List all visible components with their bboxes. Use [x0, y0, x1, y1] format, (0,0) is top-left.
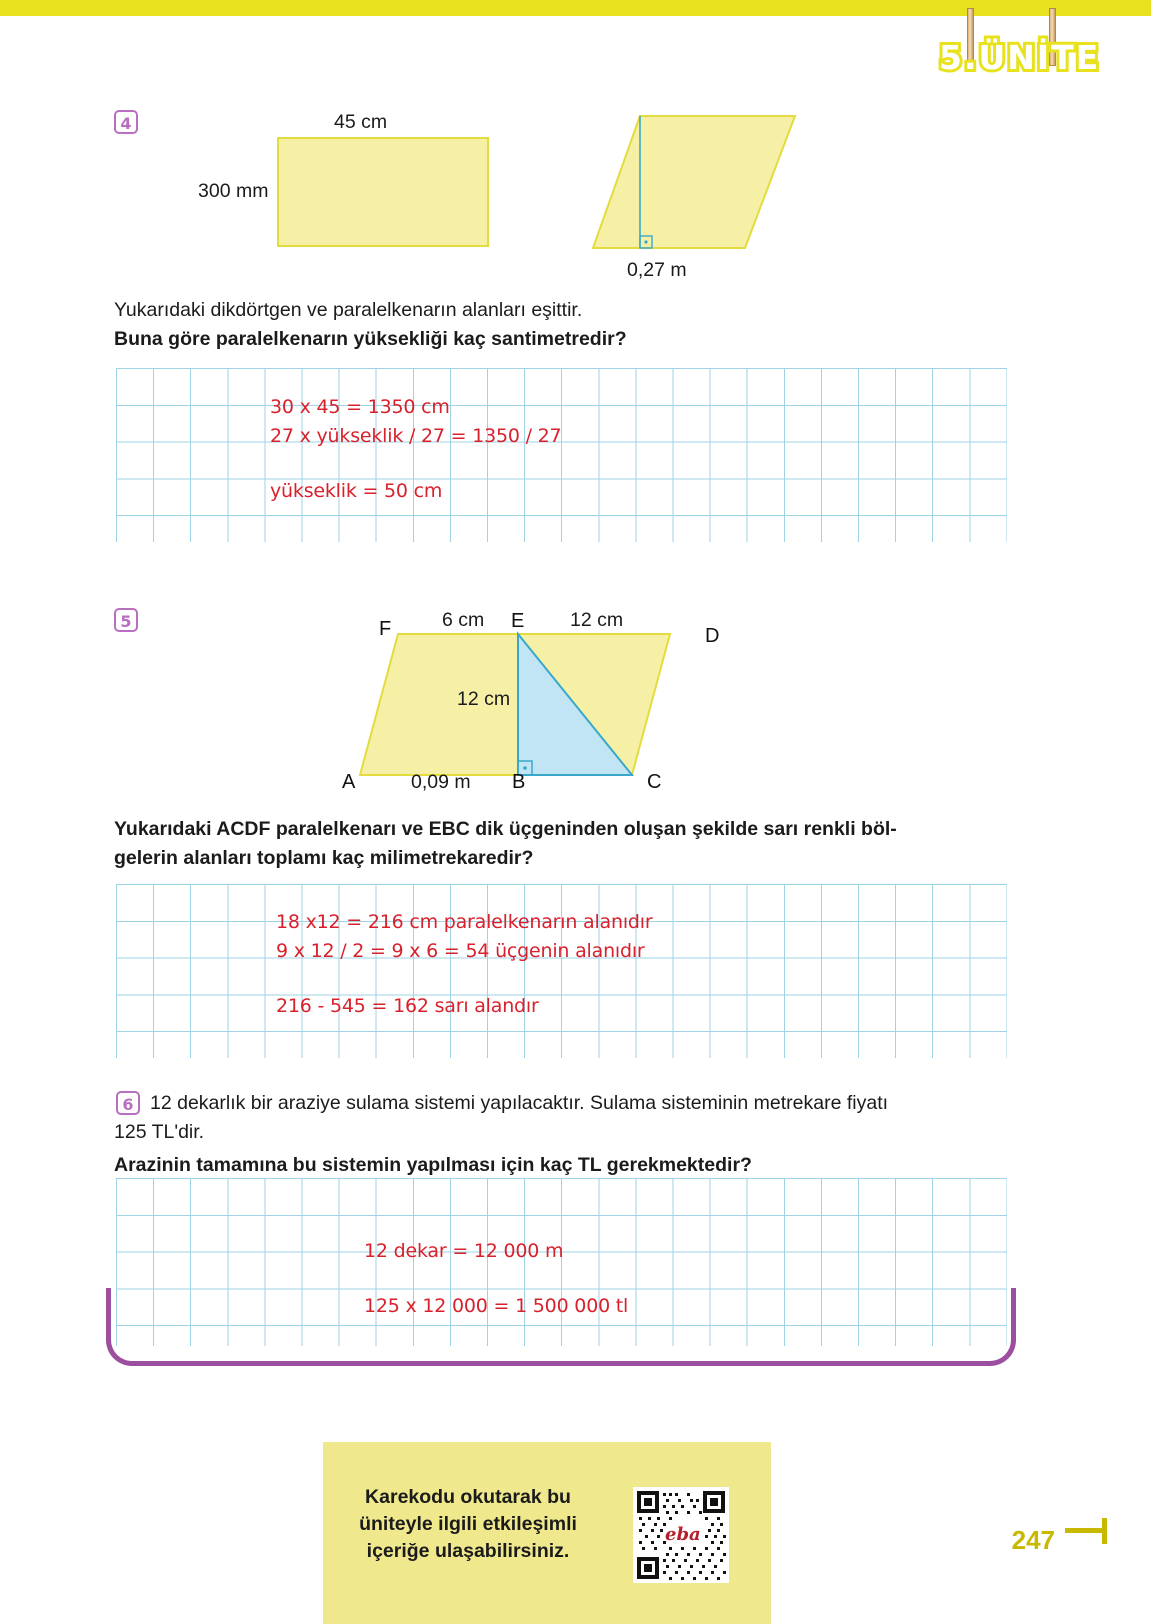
unit-badge	[939, 8, 1099, 98]
parallelogram-bottom-dimension: 0,27 m	[627, 259, 687, 281]
question-number-4: 4	[114, 110, 138, 134]
question-6-prompt-line2: 125 TL'dir.	[114, 1121, 205, 1143]
qr-banner-text	[343, 1484, 593, 1565]
qr-banner-line-1: Karekodu okutarak bu	[365, 1486, 571, 1508]
vertex-label-E: E	[511, 610, 525, 632]
question-4-answer-line-2: 27 x yükseklik / 27 = 1350 / 27	[270, 425, 562, 447]
vertex-label-F: F	[379, 618, 392, 640]
qr-info-banner	[323, 1442, 771, 1624]
question-5-answer-line-3: 216 - 545 = 162 sarı alandır	[276, 995, 539, 1017]
question-4-prompt-line2: Buna göre paralelkenarın yüksekliği kaç santimetredir?	[114, 328, 627, 350]
question-number-6: 6	[116, 1091, 140, 1115]
question-6-prompt-line3: Arazinin tamamına bu sistemin yapılması için kaç TL gerekmektedir?	[114, 1154, 752, 1176]
vertex-label-C: C	[647, 771, 662, 793]
question-5-prompt-line1: Yukarıdaki ACDF paralelkenarı ve EBC dik üçgeninden oluşan şekilde sarı renkli böl-	[114, 818, 897, 840]
segment-FE-length: 6 cm	[442, 609, 485, 631]
vertex-label-B: B	[512, 771, 526, 793]
question-number-5: 5	[114, 608, 138, 632]
question-4-answer-line-3: yükseklik = 50 cm	[270, 480, 443, 502]
eba-logo: eba	[665, 1524, 701, 1545]
segment-ED-length: 12 cm	[570, 609, 624, 631]
question-5-answer-line-2: 9 x 12 / 2 = 9 x 6 = 54 üçgenin alanıdır	[276, 940, 645, 962]
rectangle-left-dimension: 300 mm	[198, 180, 269, 202]
unit-badge-label: 5.ÜNİTE	[939, 38, 1101, 77]
question-6-answer-line-1: 12 dekar = 12 000 m	[364, 1240, 564, 1262]
rectangle-top-dimension: 45 cm	[334, 111, 388, 133]
question-5-figure	[340, 620, 720, 785]
question-5-answer-line-1: 18 x12 = 216 cm paralelkenarın alanıdır	[276, 911, 653, 933]
qr-banner-line-2: üniteyle ilgili etkileşimli	[359, 1513, 577, 1535]
question-6-answer-line-2: 125 x 12 000 = 1 500 000 tl	[364, 1295, 629, 1317]
section-bracket	[106, 1288, 1016, 1366]
page-number-rule	[1065, 1528, 1107, 1533]
question-6-prompt-line1: 12 dekarlık bir araziye sulama sistemi yapılacaktır. Sulama sisteminin metrekare fiyatı	[150, 1092, 889, 1114]
question-4-answer-grid[interactable]	[116, 368, 1007, 542]
vertex-label-D: D	[705, 625, 720, 647]
vertex-label-A: A	[342, 771, 356, 793]
qr-banner-line-3: içeriğe ulaşabilirsiniz.	[366, 1540, 570, 1562]
segment-AB-length: 0,09 m	[411, 771, 471, 793]
page-number: 247	[1011, 1525, 1055, 1555]
question-4-answer-line-1: 30 x 45 = 1350 cm	[270, 396, 450, 418]
height-EB-length: 12 cm	[457, 688, 511, 710]
question-5-prompt-line2: gelerin alanları toplamı kaç milimetrekaredir?	[114, 847, 534, 869]
question-4-rectangle-figure	[270, 130, 500, 255]
question-4-parallelogram-figure	[585, 108, 810, 260]
page-number-rule-cap	[1102, 1518, 1107, 1544]
question-4-prompt-line1: Yukarıdaki dikdörtgen ve paralelkenarın alanları eşittir.	[114, 299, 583, 321]
